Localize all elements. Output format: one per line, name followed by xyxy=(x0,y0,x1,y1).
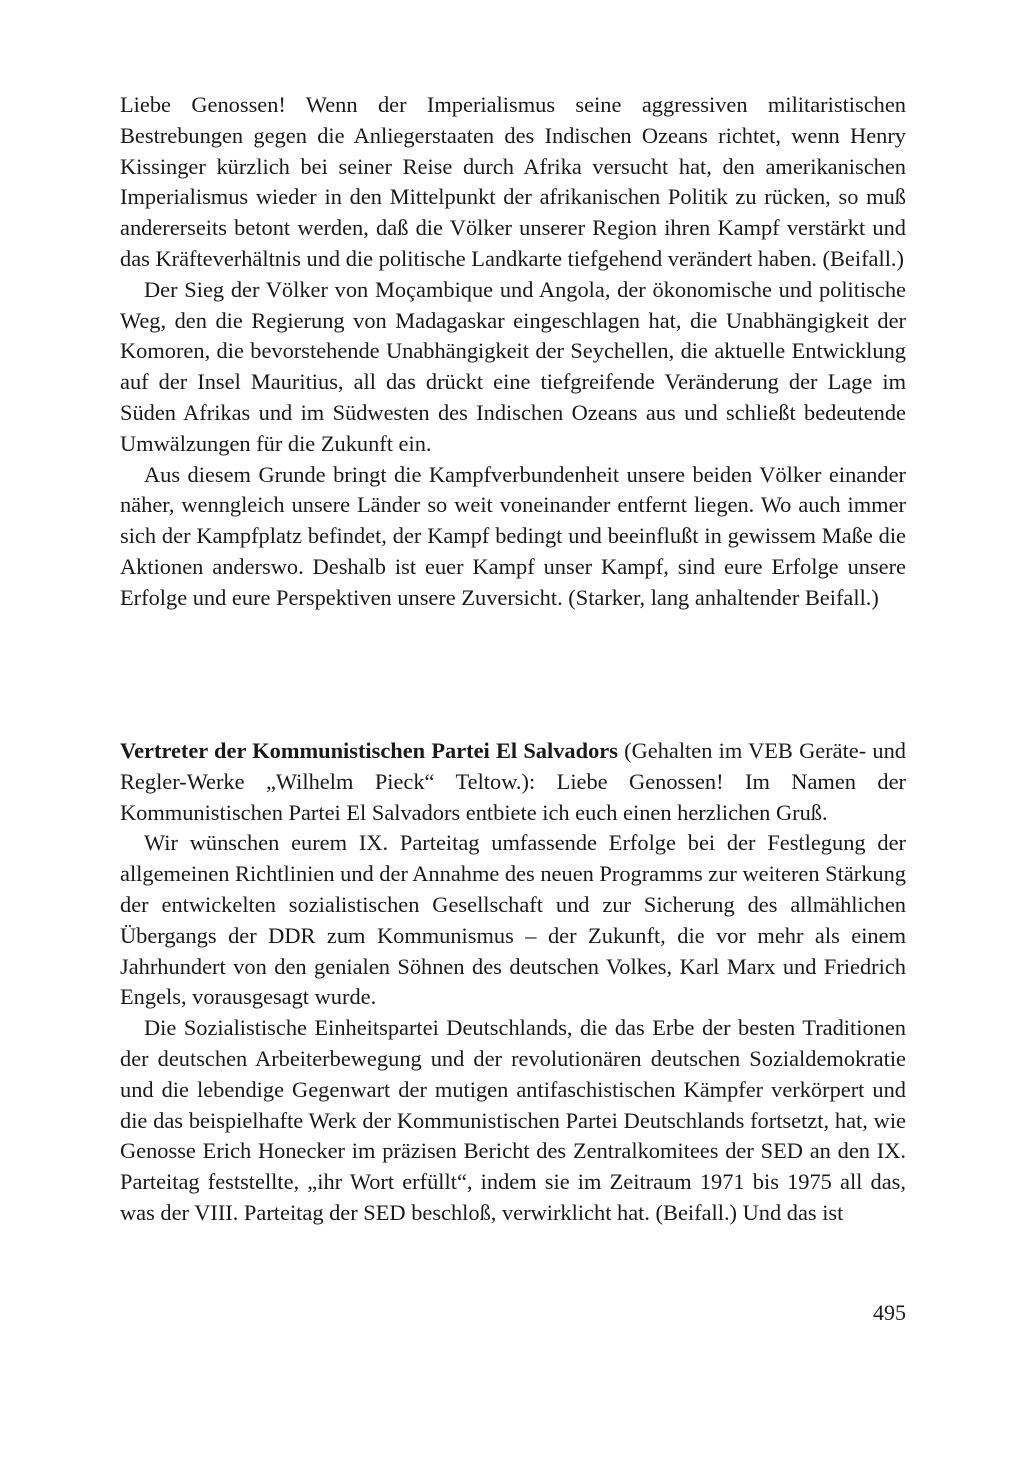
page-number: 495 xyxy=(873,1300,906,1325)
text-section-1 xyxy=(120,90,906,614)
speaker-name: Vertreter der Kommunistischen Partei El Salvadors xyxy=(120,738,618,763)
speech-intro-paragraph xyxy=(120,736,906,828)
text-section-2 xyxy=(120,736,906,1229)
paragraph: Wir wünschen eurem IX. Parteitag umfassende Erfolge bei der Festlegung der allgemeinen Richtlinien und der Annahme des neuen Programms zur weiteren Stärkung der entwickelten sozialistischen Gesellschaft und zur Sicherung des allmählichen Übergangs der DDR zum Kommunismus – der Zukunft, die vor mehr als einem Jahrhundert von den genialen Söhnen des deutschen Volkes, Karl Marx und Friedrich Engels, vorausgesagt wurde. xyxy=(120,830,906,1010)
paragraph: Aus diesem Grunde bringt die Kampfverbundenheit unsere beiden Völker einander näher, wenngleich unsere Länder so weit voneinander entfernt liegen. Wo auch immer sich der Kampfplatz befindet, der Kampf bedingt und beeinflußt in gewissem Maße die Aktionen anderswo. Deshalb ist euer Kampf unser Kampf, sind eure Erfolge unsere Erfolge und eure Perspektiven unsere Zuversicht. (Starker, lang anhaltender Beifall.) xyxy=(120,461,906,610)
speech-intro-text: (Gehalten im VEB Geräte- und Regler-Werke „Wilhelm Pieck“ Teltow.): Liebe Genossen! Im Namen der Kommunistischen Partei El Salvadors entbiete ich euch einen herzlichen Gruß. xyxy=(120,738,906,825)
paragraph: Der Sieg der Völker von Moçambique und Angola, der ökonomische und politische Weg, den die Regierung von Madagaskar eingeschlagen hat, die Unabhängigkeit der Komoren, die bevorstehende Unabhängigkeit der Seychellen, die aktuelle Entwicklung auf der Insel Mauritius, all das drückt eine tiefgreifende Veränderung der Lage im Süden Afrikas und im Südwesten des Indischen Ozeans aus und schließt bedeutende Umwälzungen für die Zukunft ein. xyxy=(120,276,906,456)
paragraph: Liebe Genossen! Wenn der Imperialismus seine aggressiven militaristischen Bestrebungen gegen die Anliegerstaaten des Indischen Ozeans richtet, wenn Henry Kissinger kürzlich bei seiner Reise durch Afrika versucht hat, den amerikanischen Imperialismus wieder in den Mittelpunkt der afrikanischen Politik zu rücken, so muß andererseits betont werden, daß die Völker unserer Region ihren Kampf verstärkt und das Kräfteverhältnis und die politische Landkarte tiefgehend verändert haben. (Beifall.) xyxy=(120,92,906,271)
paragraph: Die Sozialistische Einheitspartei Deutschlands, die das Erbe der besten Traditionen der deutschen Arbeiterbewegung und der revolutionären deutschen Sozialdemokratie und die lebendige Gegenwart der mutigen antifaschistischen Kämpfer verkörpert und die das beispielhafte Werk der Kommunistischen Partei Deutschlands fortsetzt, hat, wie Genosse Erich Honecker im präzisen Bericht des Zentralkomitees der SED an den IX. Parteitag feststellte, „ihr Wort erfüllt“, indem sie im Zeitraum 1971 bis 1975 all das, was der VIII. Parteitag der SED beschloß, verwirklicht hat. (Beifall.) Und das ist xyxy=(120,1015,906,1225)
